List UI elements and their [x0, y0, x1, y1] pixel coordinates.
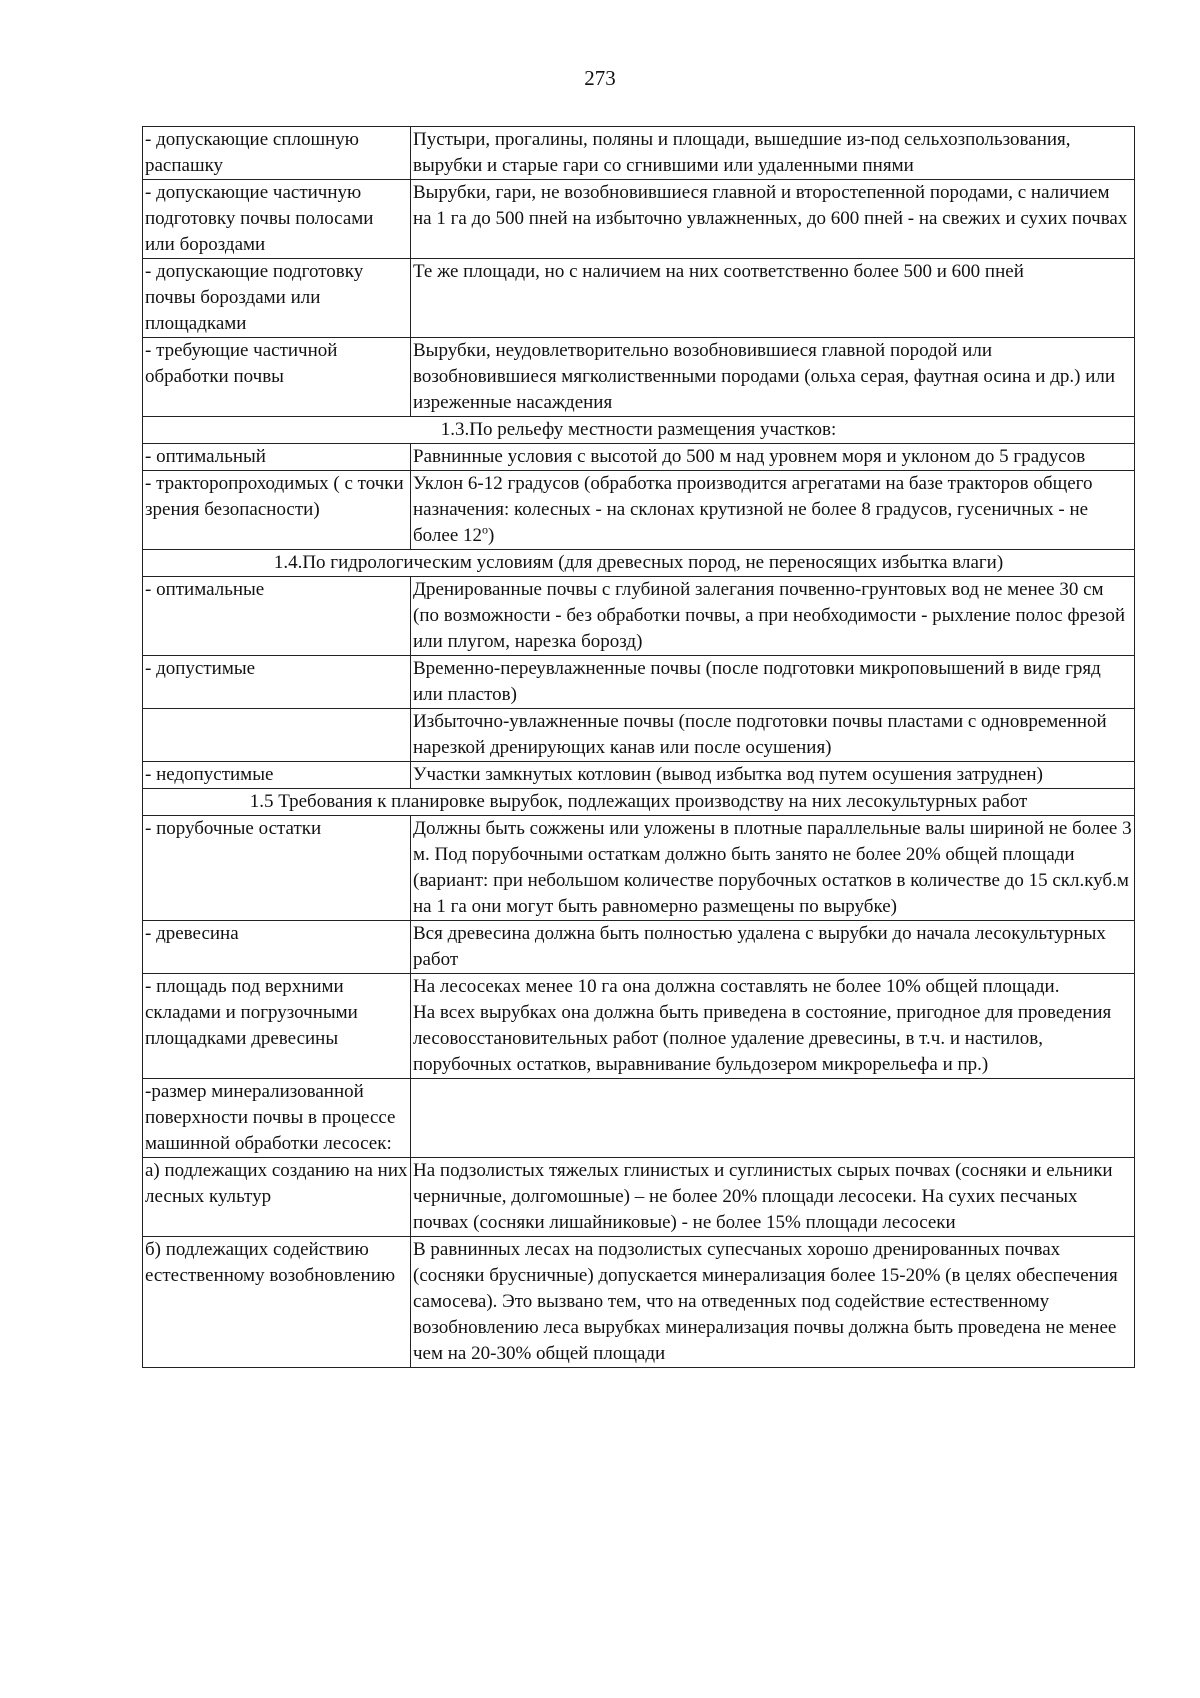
section-heading: 1.4.По гидрологическим условиям (для древесных пород, не переносящих избытка влаги) — [143, 550, 1135, 577]
row-description: Вся древесина должна быть полностью удалена с вырубки до начала лесокультурных работ — [411, 921, 1135, 974]
row-label: - допускающие сплошную распашку — [143, 127, 411, 180]
row-description: Должны быть сожжены или уложены в плотные параллельные валы шириной не более 3 м. Под порубочными остаткам должно быть занято не более 20% общей площади (вариант: при небольшом количестве порубочных остатков в количестве до 15 скл.куб.м на 1 га они могут быть равномерно размещены по вырубке) — [411, 816, 1135, 921]
table-row — [143, 577, 1135, 656]
row-label: - допускающие подготовку почвы бороздами или площадками — [143, 259, 411, 338]
table-row — [143, 338, 1135, 417]
requirements-table — [142, 126, 1135, 1368]
row-description-paragraph: На всех вырубках она должна быть приведена в состояние, пригодное для проведения лесовосстановительных работ (полное удаление древесины, в т.ч. и настилов, порубочных остатков, выравнивание бульдозером микрорельефа и пр.) — [413, 1002, 1112, 1075]
row-description: Равнинные условия с высотой до 500 м над уровнем моря и уклоном до 5 градусов — [411, 444, 1135, 471]
row-description-text: Уклон 6-12 градусов (обработка производится агрегатами на базе тракторов общего назначения: колесных - на склонах крутизной не более 8 градусов, гусеничных - не более 12 — [413, 473, 1093, 546]
table-row — [143, 1237, 1135, 1368]
table-row — [143, 974, 1135, 1079]
section-heading-row — [143, 550, 1135, 577]
row-label — [143, 709, 411, 762]
closing-paren: ) — [488, 525, 495, 546]
row-label: - допустимые — [143, 656, 411, 709]
table-row — [143, 180, 1135, 259]
degree-superscript: о — [482, 522, 489, 537]
row-description — [411, 471, 1135, 550]
table-row — [143, 816, 1135, 921]
row-label: -размер минерализованной поверхности почвы в процессе машинной обработки лесосек: — [143, 1079, 411, 1158]
table-row — [143, 709, 1135, 762]
row-description: Временно-переувлажненные почвы (после подготовки микроповышений в виде гряд или пластов) — [411, 656, 1135, 709]
row-label: - оптимальный — [143, 444, 411, 471]
row-label: б) подлежащих содействию естественному возобновлению — [143, 1237, 411, 1368]
row-description: В равнинных лесах на подзолистых супесчаных хорошо дренированных почвах (сосняки брусничные) допускается минерализация более 15-20% (в целях обеспечения самосева). Это вызвано тем, что на отведенных под содействие естественному возобновлению леса вырубках минерализация почвы должна быть проведена не менее чем на 20-30% общей площади — [411, 1237, 1135, 1368]
table-row — [143, 127, 1135, 180]
table-row — [143, 762, 1135, 789]
row-label: - оптимальные — [143, 577, 411, 656]
row-description: На подзолистых тяжелых глинистых и суглинистых сырых почвах (сосняки и ельники черничные, долгомошные) – не более 20% площади лесосеки. На сухих песчаных почвах (сосняки лишайниковые) - не более 15% площади лесосеки — [411, 1158, 1135, 1237]
table-row — [143, 656, 1135, 709]
row-label: - древесина — [143, 921, 411, 974]
page-number: 273 — [584, 66, 616, 90]
table-row — [143, 471, 1135, 550]
section-heading-row — [143, 789, 1135, 816]
section-heading: 1.5 Требования к планировке вырубок, подлежащих производству на них лесокультурных работ — [143, 789, 1135, 816]
table-row — [143, 1079, 1135, 1158]
row-description: Вырубки, гари, не возобновившиеся главной и второстепенной породами, с наличием на 1 га до 500 пней на избыточно увлажненных, до 600 пней - на свежих и сухих почвах — [411, 180, 1135, 259]
row-label: а) подлежащих созданию на них лесных культур — [143, 1158, 411, 1237]
row-description — [411, 1079, 1135, 1158]
section-heading: 1.3.По рельефу местности размещения участков: — [143, 417, 1135, 444]
row-label: - требующие частичной обработки почвы — [143, 338, 411, 417]
row-label: - тракторопроходимых ( с точки зрения безопасности) — [143, 471, 411, 550]
row-description: Те же площади, но с наличием на них соответственно более 500 и 600 пней — [411, 259, 1135, 338]
row-label: - недопустимые — [143, 762, 411, 789]
table-row — [143, 921, 1135, 974]
row-description: Участки замкнутых котловин (вывод избытка вод путем осушения затруднен) — [411, 762, 1135, 789]
row-label: - площадь под верхними складами и погрузочными площадками древесины — [143, 974, 411, 1079]
table-row — [143, 259, 1135, 338]
section-heading-row — [143, 417, 1135, 444]
row-description: Вырубки, неудовлетворительно возобновившиеся главной породой или возобновившиеся мягколиственными породами (ольха серая, фаутная осина и др.) или изреженные насаждения — [411, 338, 1135, 417]
row-label: - допускающие частичную подготовку почвы полосами или бороздами — [143, 180, 411, 259]
row-description: Пустыри, прогалины, поляны и площади, вышедшие из-под сельхозпользования, вырубки и старые гари со сгнившими или удаленными пнями — [411, 127, 1135, 180]
row-description-paragraph: На лесосеках менее 10 га она должна составлять не более 10% общей площади. — [413, 976, 1060, 997]
row-description: Избыточно-увлажненные почвы (после подготовки почвы пластами с одновременной нарезкой дренирующих канав или после осушения) — [411, 709, 1135, 762]
table-row — [143, 1158, 1135, 1237]
table-row — [143, 444, 1135, 471]
row-description: Дренированные почвы с глубиной залегания почвенно-грунтовых вод не менее 30 см (по возможности - без обработки почвы, а при необходимости - рыхление полос фрезой или плугом, нарезка борозд) — [411, 577, 1135, 656]
row-label: - порубочные остатки — [143, 816, 411, 921]
row-description — [411, 974, 1135, 1079]
